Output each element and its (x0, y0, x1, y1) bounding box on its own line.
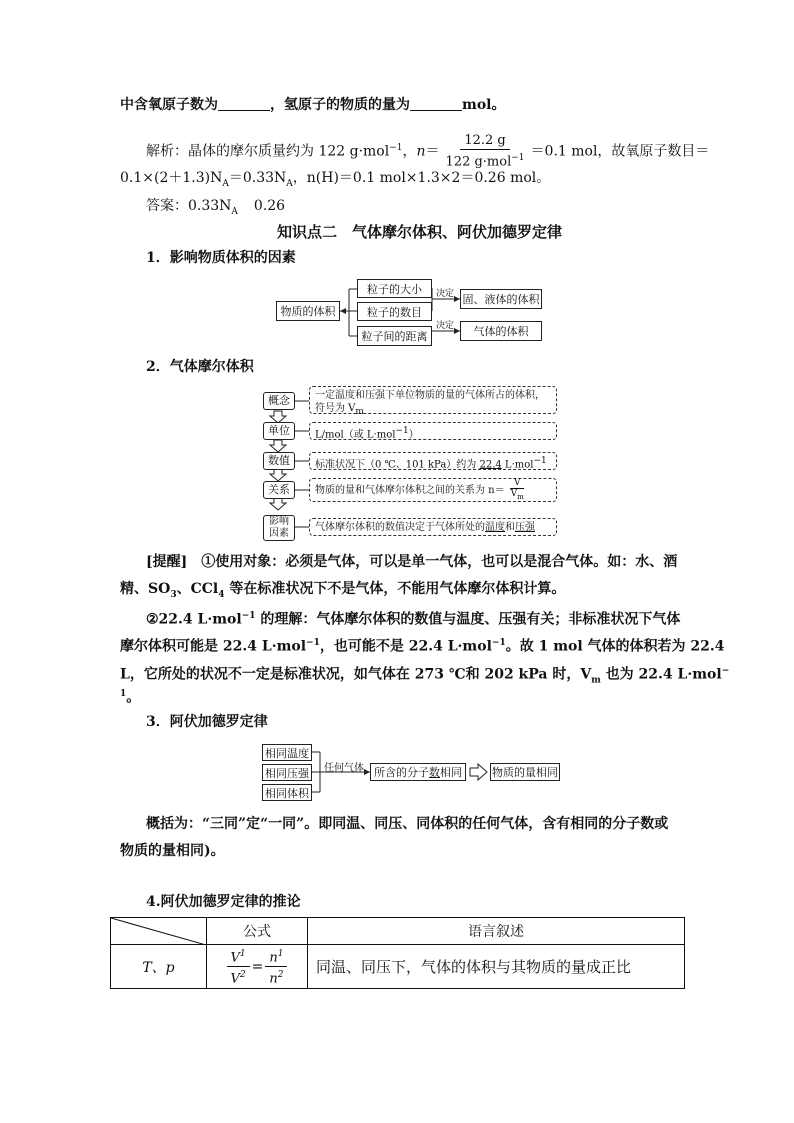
influence-text: 气体摩尔体积的数值决定于气体所处的 (315, 522, 485, 533)
inference-table (110, 917, 685, 989)
item1-title: 1．影响物质体积的因素 (146, 250, 296, 266)
decide-label-2: 决定 (436, 321, 455, 331)
same-pressure: 相同压强 (262, 764, 312, 781)
solution-label: 解析： (146, 143, 188, 160)
tip-text-2d: ，也可能不是 22.4 L·mol (319, 638, 492, 655)
any-gas-label: 任何气体 (324, 763, 364, 774)
concept-text: 一定温度和压强下单位物质的量的气体所占的体积，符号为 V (315, 390, 545, 414)
tip-line-4 (120, 633, 725, 657)
unit-text: L/mol（或 L·mol (315, 429, 396, 441)
formula-right-num (265, 946, 287, 967)
diagonal-line (111, 918, 206, 945)
tip-sup-2d: −1 (491, 638, 506, 648)
question-text-1: 中含氧原子数为 (120, 97, 218, 113)
solution-sub-a: A (222, 178, 229, 189)
formula-left-fraction (227, 946, 250, 988)
tip-line-1 (146, 552, 677, 572)
label-concept: 概念 (263, 392, 295, 410)
formula-right-num-var: n (269, 950, 278, 965)
tip-line-2 (120, 579, 565, 605)
section-title: 知识点二 气体摩尔体积、阿伏加德罗定律 (277, 223, 563, 241)
tip-text-2c: 摩尔体积可能是 22.4 L·mol (120, 638, 307, 655)
solution-text-1: 晶体的摩尔质量约为 122 g·mol (188, 143, 390, 160)
value-underlined: 22.4 (479, 459, 502, 471)
fraction-denominator-main: 122 g·mol (445, 154, 512, 170)
solution-sub-a2: A (286, 178, 293, 189)
formula-left-num-sup: 1 (239, 948, 246, 959)
tip-line-3 (146, 606, 680, 630)
question-text-2: ，氢原子的物质的量为 (270, 97, 410, 113)
tip-sub-1b: 3 (170, 589, 177, 600)
tip-sub-1c: 4 (218, 589, 225, 600)
solution-eq: ＝ (425, 143, 440, 160)
concept-definition (309, 386, 557, 417)
relation-frac-den (507, 489, 528, 502)
header-formula: 公式 (207, 918, 308, 945)
tip-text-1a: ①使用对象：必须是气体，可以是单一气体，也可以是混合气体。如：水、酒 (201, 554, 678, 570)
value-definition (309, 452, 557, 470)
relation-frac-den-sub: m (517, 492, 524, 501)
relation-fraction (507, 478, 528, 502)
formula-left-den-sup: 2 (239, 970, 246, 980)
result-solid-liquid-volume: 固、液体的体积 (460, 289, 542, 309)
tip-text-2e: 。故 1 mol 气体的体积若为 22.4 (505, 638, 725, 655)
formula-right-den (265, 967, 287, 987)
row-condition-text: T、p (142, 959, 175, 976)
item4-title: 4.阿伏加德罗定律的推论 (146, 894, 301, 910)
factor-particle-size: 粒子的大小 (357, 279, 432, 298)
formula-equals: = (251, 958, 264, 975)
same-temperature: 相同温度 (262, 744, 312, 761)
question-text-3: mol。 (462, 97, 506, 113)
diagram-root-volume: 物质的体积 (276, 301, 340, 321)
relation-text: 物质的量和气体摩尔体积之间的关系为 n＝ (315, 484, 505, 496)
value-text: 标准状况下（0 ℃、101 kPa）约为 (315, 459, 480, 471)
same-molecule-count (370, 763, 466, 781)
tip-text-2h: 。 (126, 689, 141, 706)
label-value: 数值 (263, 452, 295, 470)
formula-right-num-sup: 1 (277, 948, 284, 959)
label-unit: 单位 (263, 422, 295, 440)
relation-frac-num: V (510, 478, 525, 489)
formula-left-den-var: V (230, 971, 240, 987)
tip-text-2g: 也为 22.4 L·mol (600, 666, 722, 683)
factor-particle-distance: 粒子间的距离 (357, 326, 432, 346)
summary-line-1: 概括为：“三同”定“一同”。即同温、同压、同体积的任何气体，含有相同的分子数或 (146, 816, 669, 832)
relation-definition (309, 478, 557, 502)
unit-sup: −1 (395, 426, 409, 436)
factor-particle-count: 粒子的数目 (357, 302, 432, 321)
label-relation: 关系 (263, 481, 295, 499)
tip-text-1c: 、CCl (176, 581, 219, 597)
answer-sub: A (231, 206, 238, 217)
label-influence (263, 515, 295, 541)
tip-sub-2f: m (591, 675, 601, 686)
solution-text-3: ＝0.1 mol，故氧原子数目＝ (530, 143, 710, 160)
table-header-row (111, 918, 685, 945)
unit-definition (309, 422, 557, 440)
formula-right-den-sup: 2 (277, 970, 284, 980)
same-volume: 相同体积 (262, 784, 312, 801)
formula-right-fraction (265, 946, 287, 988)
row-formula (207, 945, 308, 989)
molecule-text-post: 相同 (440, 766, 462, 779)
fraction-denominator-sup: −1 (511, 153, 525, 163)
tip-sup-2a: −1 (241, 611, 256, 621)
tip-sup-2c: −1 (306, 638, 320, 648)
influence-temperature: 温度 (485, 522, 505, 533)
tip-label: [提醒] (146, 554, 188, 570)
formula-right-den-var: n (269, 971, 278, 987)
answer-value-2: 0.26 (253, 198, 286, 214)
tip-sup-2g: − (721, 666, 730, 676)
header-description: 语言叙述 (308, 918, 685, 945)
tip-text-1d: 等在标准状况下不是气体，不能用气体摩尔体积计算。 (224, 581, 566, 597)
value-sup: −1 (533, 456, 547, 466)
tip-text-2b: 的理解：气体摩尔体积的数值与温度、压强有关；非标准状况下气体 (255, 611, 681, 628)
influence-pressure: 压强 (515, 522, 535, 533)
formula-left-num (227, 946, 250, 967)
formula-left-num-var: V (230, 950, 240, 965)
influence-definition (309, 518, 557, 536)
fraction-numerator: 12.2 g (460, 133, 509, 150)
tip-text-2f: L，它所处的状况不一定是标准状况，如气体在 273 ℃和 202 kPa 时，V (120, 666, 592, 683)
solution-line2-a: 0.1×(2＋1.3)N (120, 170, 223, 186)
concept-sub: m (355, 407, 364, 417)
answer-value-1: 0.33N (188, 198, 232, 214)
formula-left-den (227, 967, 250, 987)
value-tail: L·mol (501, 459, 534, 471)
solution-line2-b: ＝0.33N (228, 170, 287, 186)
solution-line2-c: ，n(H)＝0.1 mol×1.3×2＝0.26 mol。 (292, 170, 551, 186)
molecule-text-underlined: 数 (429, 766, 440, 779)
summary-line-2: 物质的量相同)。 (120, 843, 225, 859)
molecule-text-pre: 所含的分子 (374, 766, 429, 779)
tip-text-1b: 精、SO (120, 581, 171, 597)
tip-line-6 (120, 684, 140, 708)
label-influence-text: 影响因素 (269, 516, 289, 539)
result-gas-volume: 气体的体积 (460, 321, 542, 341)
relation-frac-den-main: V (510, 489, 518, 500)
influence-and: 和 (505, 522, 515, 533)
item2-title: 2．气体摩尔体积 (146, 359, 254, 375)
tip-text-2a: ②22.4 L·mol (146, 611, 242, 628)
row-description: 同温、同压下，气体的体积与其物质的量成正比 (308, 945, 685, 989)
tip-line-5 (120, 661, 729, 690)
tip-sup-2h: 1 (120, 689, 127, 699)
solution-sup-1: −1 (389, 143, 403, 153)
decide-label-1: 决定 (436, 289, 455, 299)
unit-tail: ） (408, 429, 419, 441)
table-row (111, 945, 685, 989)
solution-n-var: n (416, 143, 426, 160)
header-diagonal-cell (111, 918, 207, 945)
answer-label: 答案： (146, 198, 188, 214)
item3-title: 3．阿伏加德罗定律 (146, 714, 268, 730)
row-condition (111, 945, 207, 989)
same-amount: 物质的量相同 (490, 763, 560, 781)
solution-text-2: ， (402, 143, 417, 160)
